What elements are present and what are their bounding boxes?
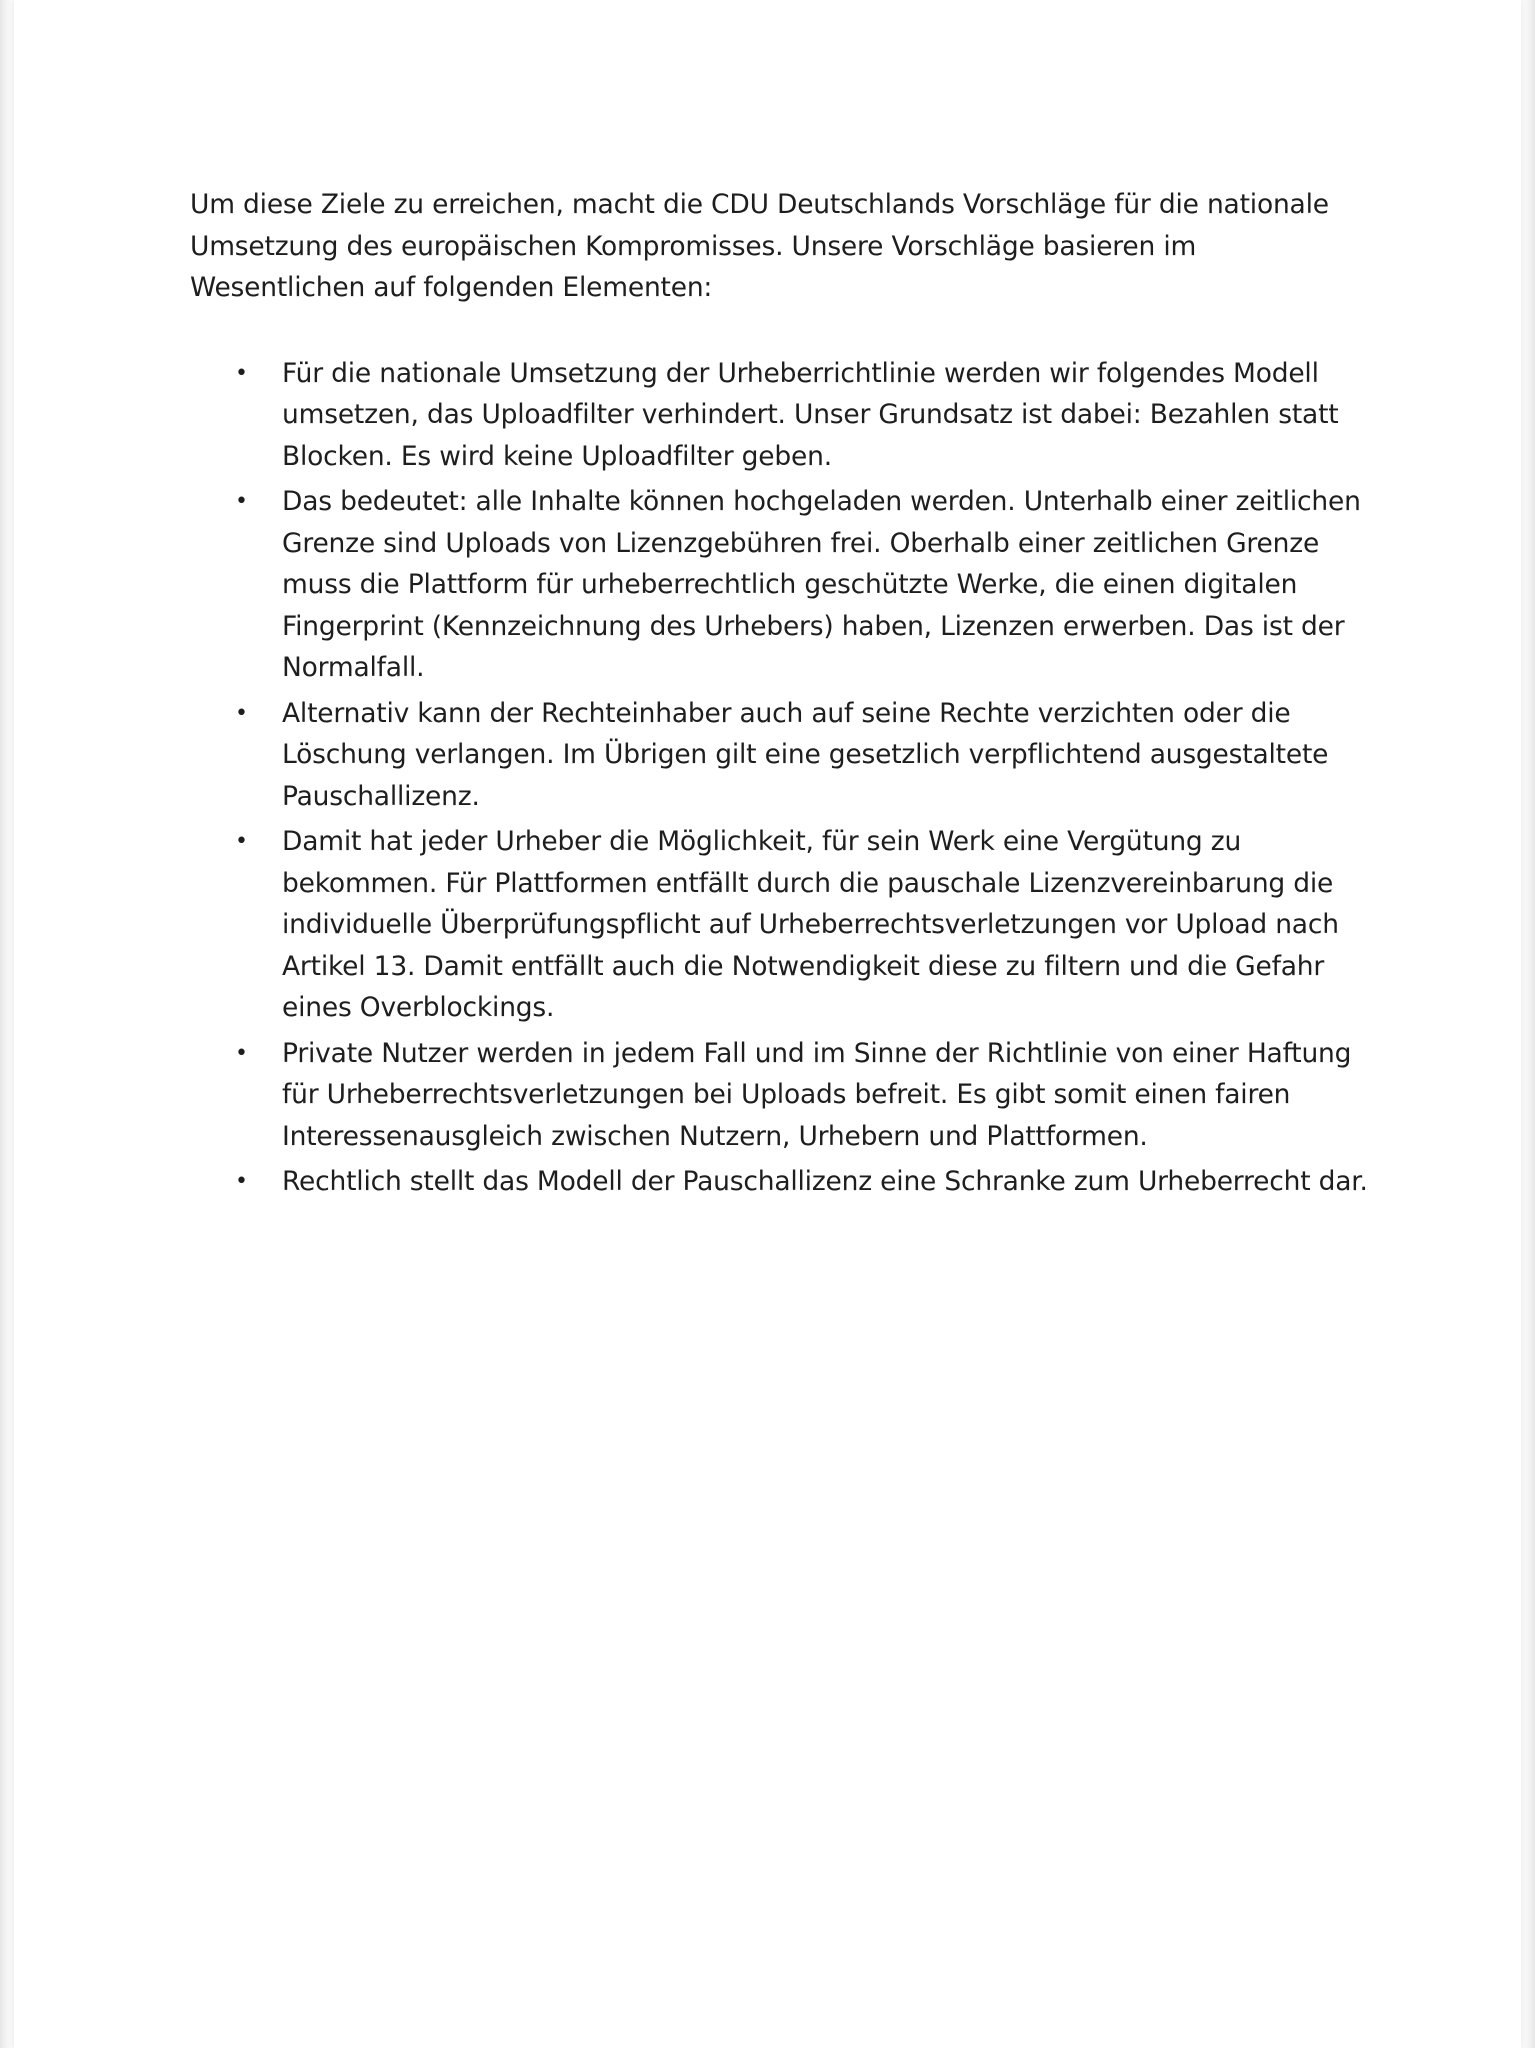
bullet-icon: •: [235, 360, 248, 386]
document-page: [14, 0, 1521, 2048]
intro-paragraph: Um diese Ziele zu erreichen, macht die CDU Deutschlands Vorschläge für die nationale Umsetzung des europäischen Kompromisses. Unsere Vorschläge basieren im Wesentlichen auf folgenden Elementen:: [190, 189, 1329, 303]
list-item: [190, 821, 1370, 1029]
list-item: [190, 1161, 1370, 1203]
list-item-text: Für die nationale Umsetzung der Urheberrichtlinie werden wir folgendes Modell umsetzen, das Uploadfilter verhindert. Unser Grundsatz ist dabei: Bezahlen statt Blocken. Es wird keine Uploadfilter geben.: [282, 357, 1339, 472]
list-item-text: Damit hat jeder Urheber die Möglichkeit, für sein Werk eine Vergütung zu bekommen. Für Plattformen entfällt durch die pauschale Lizenzvereinbarung die individuelle Überprüfungspflicht auf Urheberrechtsverletzungen vor Upload nach Artikel 13. Damit entfällt auch die Notwendigkeit diese zu filtern und die Gefahr eines Overblockings.: [282, 826, 1339, 1023]
proposal-list: [190, 353, 1370, 1203]
list-item-text: Private Nutzer werden in jedem Fall und im Sinne der Richtlinie von einer Haftung für Urheberrechtsverletzungen bei Uploads befreit. Es gibt somit einen fairen Interessenausgleich zwischen Nutzern, Urhebern und Plattformen.: [282, 1037, 1352, 1152]
list-item-text: Rechtlich stellt das Modell der Pauschallizenz eine Schranke zum Urheberrecht dar.: [282, 1166, 1368, 1197]
bullet-icon: •: [235, 700, 248, 726]
bullet-icon: •: [235, 829, 248, 854]
list-item-text: Alternativ kann der Rechteinhaber auch auf seine Rechte verzichten oder die Löschung verlangen. Im Übrigen gilt eine gesetzlich verpflichtend ausgestaltete Pauschallizenz.: [282, 697, 1329, 812]
bullet-icon: •: [235, 1169, 248, 1194]
list-item: [190, 1033, 1370, 1158]
list-item-text: Das bedeutet: alle Inhalte können hochgeladen werden. Unterhalb einer zeitlichen Grenze sind Uploads von Lizenzgebühren frei. Oberhalb einer zeitlichen Grenze muss die Plattform für urheberrechtlich geschützte Werke, die einen digitalen Fingerprint (Kennzeichnung des Urhebers) haben, Lizenzen erwerben. Das ist der Normalfall.: [282, 486, 1361, 683]
list-item: [190, 693, 1370, 818]
page-content: [190, 184, 1370, 1207]
bullet-icon: •: [235, 1040, 248, 1066]
bullet-icon: •: [235, 489, 248, 514]
list-item: [190, 353, 1370, 478]
list-item: [190, 481, 1370, 689]
